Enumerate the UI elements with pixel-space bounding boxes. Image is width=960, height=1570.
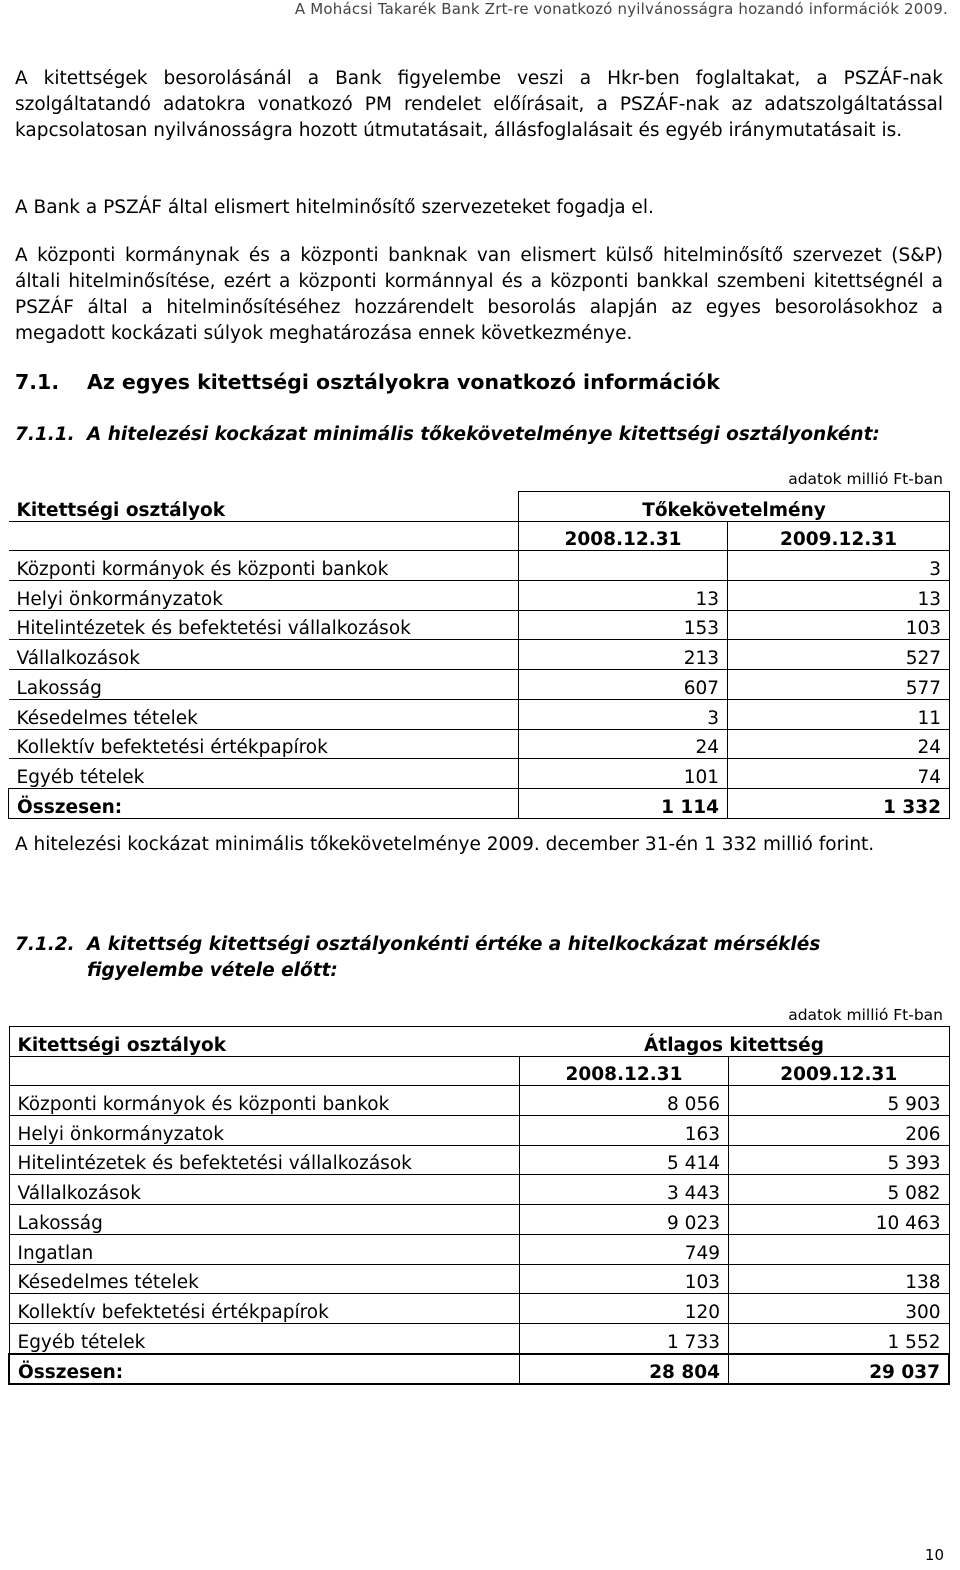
table-row bbox=[9, 640, 950, 670]
paragraph-classification: A kitettségek besorolásánál a Bank figyelembe veszi a Hkr-ben foglaltakat, a PSZÁF-nak szolgáltatandó adatokra vonatkozó PM rendelet előírásait, a PSZÁF-nak az adatszolgáltatással kapcsolatosan nyilvánosságra hozott útmutatásait, állásfoglalásait és egyéb iránymutatásait is. bbox=[15, 68, 943, 141]
table-1-unit-note: adatok millió Ft-ban bbox=[788, 470, 943, 488]
table-row bbox=[9, 610, 950, 640]
table-2-column-head: Kitettségi osztályok bbox=[9, 1027, 520, 1057]
table-2-date-2008: 2008.12.31 bbox=[520, 1056, 729, 1086]
paragraph-rating-agencies: A Bank a PSZÁF által elismert hitelminősítő szervezeteket fogadja el. bbox=[15, 197, 654, 218]
table-2-total-row bbox=[9, 1354, 949, 1385]
value-2009: 24 bbox=[728, 729, 950, 759]
capital-requirement-table bbox=[8, 491, 950, 819]
row-label: Vállalkozások bbox=[9, 1175, 520, 1205]
value-2009: 10 463 bbox=[729, 1205, 950, 1235]
row-label: Helyi önkormányzatok bbox=[9, 581, 519, 611]
value-2009: 577 bbox=[728, 670, 950, 700]
table-row bbox=[9, 581, 950, 611]
table-2-total-label: Összesen: bbox=[9, 1354, 520, 1385]
value-2009: 138 bbox=[729, 1264, 950, 1294]
value-2008: 13 bbox=[519, 581, 728, 611]
row-label: Lakosság bbox=[9, 670, 519, 700]
value-2008: 213 bbox=[519, 640, 728, 670]
section-number: 7.1. bbox=[15, 370, 60, 394]
table-2-header-row bbox=[9, 1027, 949, 1057]
section-title: Az egyes kitettségi osztályokra vonatkozó információk bbox=[87, 370, 720, 394]
subsection-2-title: A kitettség kitettségi osztályonkénti értéke a hitelkockázat mérséklés figyelembe vétele előtt: bbox=[87, 934, 821, 981]
page-number: 10 bbox=[924, 1546, 944, 1564]
table-1-group-head: Tőkekövetelmény bbox=[519, 492, 950, 522]
table-row bbox=[9, 1175, 949, 1205]
value-2009: 206 bbox=[729, 1116, 950, 1146]
table-row bbox=[9, 1234, 949, 1264]
average-exposure-table bbox=[8, 1026, 950, 1385]
value-2008: 3 bbox=[519, 699, 728, 729]
value-2009: 74 bbox=[728, 759, 950, 789]
value-2008: 5 414 bbox=[520, 1145, 729, 1175]
value-2009: 300 bbox=[729, 1294, 950, 1324]
table-2-total-2009: 29 037 bbox=[729, 1354, 950, 1385]
value-2008: 163 bbox=[520, 1116, 729, 1146]
table-2-date-row bbox=[9, 1056, 949, 1086]
row-label: Központi kormányok és központi bankok bbox=[9, 551, 519, 581]
table-1-date-2009: 2009.12.31 bbox=[728, 521, 950, 551]
value-2008: 120 bbox=[520, 1294, 729, 1324]
value-2008: 103 bbox=[520, 1264, 729, 1294]
table-1-column-head: Kitettségi osztályok bbox=[9, 492, 519, 522]
row-label: Lakosság bbox=[9, 1205, 520, 1235]
table-row bbox=[9, 1323, 949, 1353]
value-2008: 8 056 bbox=[520, 1086, 729, 1116]
table-row bbox=[9, 729, 950, 759]
row-label: Késedelmes tételek bbox=[9, 1264, 520, 1294]
table-row bbox=[9, 670, 950, 700]
table-row bbox=[9, 551, 950, 581]
table-row bbox=[9, 1116, 949, 1146]
row-label: Kollektív befektetési értékpapírok bbox=[9, 729, 519, 759]
value-2009: 11 bbox=[728, 699, 950, 729]
table-1-date-row bbox=[9, 521, 950, 551]
row-label: Központi kormányok és központi bankok bbox=[9, 1086, 520, 1116]
table-2-group-head: Átlagos kitettség bbox=[520, 1027, 950, 1057]
table-row bbox=[9, 1205, 949, 1235]
table-row bbox=[9, 1145, 949, 1175]
value-2008: 749 bbox=[520, 1234, 729, 1264]
subsection-1-number: 7.1.1. bbox=[15, 424, 75, 445]
table-row bbox=[9, 1086, 949, 1116]
table-1-total-2009: 1 332 bbox=[728, 788, 950, 818]
value-2009: 3 bbox=[728, 551, 950, 581]
value-2009 bbox=[729, 1234, 950, 1264]
value-2008: 9 023 bbox=[520, 1205, 729, 1235]
row-label: Késedelmes tételek bbox=[9, 699, 519, 729]
table-1-total-label: Összesen: bbox=[9, 788, 519, 818]
table-row bbox=[9, 759, 950, 789]
value-2008: 3 443 bbox=[520, 1175, 729, 1205]
row-label: Vállalkozások bbox=[9, 640, 519, 670]
row-label: Hitelintézetek és befektetési vállalkozások bbox=[9, 1145, 520, 1175]
value-2008: 153 bbox=[519, 610, 728, 640]
page-header: A Mohácsi Takarék Bank Zrt-re vonatkozó nyilvánosságra hozandó információk 2009. bbox=[294, 0, 948, 18]
paragraph-central-government: A központi kormánynak és a központi banknak van elismert külső hitelminősítő szervezet (S&P) általi hitelminősítése, ezért a központi kormánnyal és a központi bankkal szembeni kitettségnél a PSZÁF által a hitelminősítéséhez hozzárendelt besorolás alapján az egyes besorolásokhoz a megadott kockázati súlyok meghatározása ennek következménye. bbox=[15, 245, 943, 344]
summary-paragraph: A hitelezési kockázat minimális tőkekövetelménye 2009. december 31-én 1 332 millió forint. bbox=[15, 834, 875, 855]
value-2008: 1 733 bbox=[520, 1323, 729, 1353]
row-label: Hitelintézetek és befektetési vállalkozások bbox=[9, 610, 519, 640]
table-2-unit-note: adatok millió Ft-ban bbox=[788, 1006, 943, 1024]
table-2-date-2009: 2009.12.31 bbox=[729, 1056, 950, 1086]
row-label: Kollektív befektetési értékpapírok bbox=[9, 1294, 520, 1324]
table-1-header-row bbox=[9, 492, 950, 522]
value-2008: 101 bbox=[519, 759, 728, 789]
value-2008 bbox=[519, 551, 728, 581]
value-2009: 103 bbox=[728, 610, 950, 640]
row-label: Ingatlan bbox=[9, 1234, 520, 1264]
value-2008: 607 bbox=[519, 670, 728, 700]
value-2009: 1 552 bbox=[729, 1323, 950, 1353]
subsection-1-heading bbox=[15, 422, 927, 448]
table-1-total-row bbox=[9, 788, 950, 818]
row-label: Helyi önkormányzatok bbox=[9, 1116, 520, 1146]
row-label: Egyéb tételek bbox=[9, 1323, 520, 1353]
table-1-date-2008: 2008.12.31 bbox=[519, 521, 728, 551]
value-2009: 527 bbox=[728, 640, 950, 670]
table-1-total-2008: 1 114 bbox=[519, 788, 728, 818]
subsection-2-heading bbox=[15, 932, 927, 984]
value-2009: 5 903 bbox=[729, 1086, 950, 1116]
table-row bbox=[9, 699, 950, 729]
value-2008: 24 bbox=[519, 729, 728, 759]
row-label: Egyéb tételek bbox=[9, 759, 519, 789]
table-row bbox=[9, 1294, 949, 1324]
subsection-2-number: 7.1.2. bbox=[15, 934, 75, 955]
value-2009: 13 bbox=[728, 581, 950, 611]
section-heading bbox=[15, 370, 720, 394]
table-2-total-2008: 28 804 bbox=[520, 1354, 729, 1385]
value-2009: 5 393 bbox=[729, 1145, 950, 1175]
value-2009: 5 082 bbox=[729, 1175, 950, 1205]
table-row bbox=[9, 1264, 949, 1294]
subsection-1-title: A hitelezési kockázat minimális tőkekövetelménye kitettségi osztályonként: bbox=[87, 424, 880, 445]
